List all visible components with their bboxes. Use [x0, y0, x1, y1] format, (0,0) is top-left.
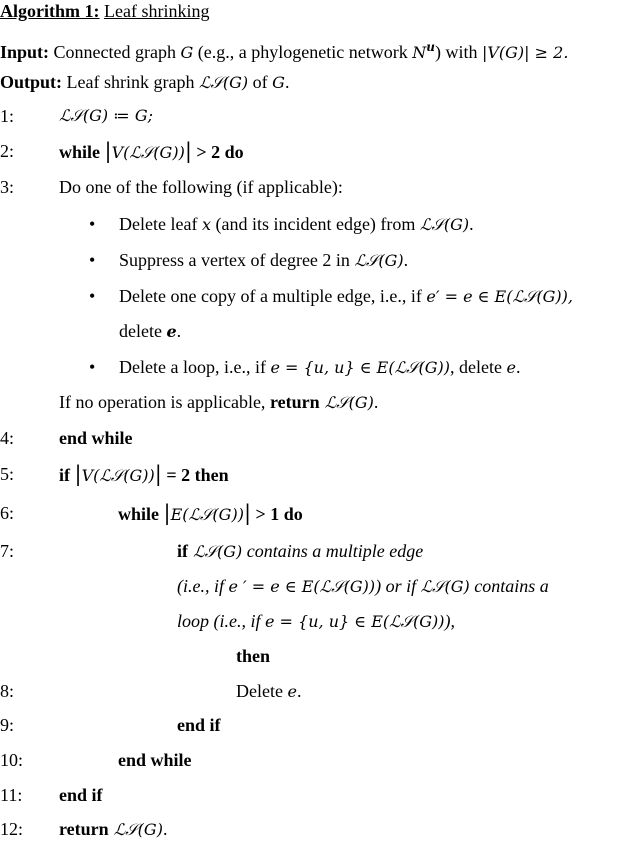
bullet-text: .	[515, 357, 521, 377]
bullet-text: Delete leaf	[119, 214, 202, 234]
line-text: contains a	[469, 576, 549, 596]
line-number: 1:	[0, 106, 15, 126]
line-number: 4:	[0, 428, 15, 448]
bullet-icon: •	[89, 214, 96, 234]
keyword-end-while: end while	[59, 428, 133, 448]
math-expr: |V(G)| ≥ 2.	[481, 43, 569, 62]
line-text: Delete	[236, 681, 288, 701]
algorithm-title: Leaf shrinking	[103, 1, 210, 21]
math-bar: |	[163, 501, 171, 525]
output-text: Leaf shrink graph	[66, 72, 199, 92]
math-expr: ℒ𝒮(G)	[419, 215, 470, 234]
math-expr: ℒ𝒮(G)	[108, 820, 163, 839]
math-expr: ℒ𝒮(G)	[354, 251, 404, 270]
keyword-do: > 1 do	[251, 504, 303, 524]
output-label: Output:	[0, 72, 63, 92]
input-line	[0, 36, 568, 64]
keyword-while: while	[59, 142, 101, 162]
output-text: of	[248, 72, 273, 92]
math-expr: ℒ𝒮(G) ≔ G;	[59, 106, 154, 125]
line-text: .	[296, 681, 302, 701]
line-text: ) or if	[375, 576, 421, 596]
line-number: 8:	[0, 681, 15, 701]
math-expr: V(ℒ𝒮(G))	[81, 466, 155, 485]
bullet-text: Delete one copy of a multiple edge, i.e., if	[119, 286, 427, 306]
math-expr: V(ℒ𝒮(G))	[111, 143, 185, 162]
math-expr: ℒ𝒮(G)	[188, 542, 243, 561]
output-text: .	[284, 72, 290, 92]
keyword-while: while	[118, 504, 160, 524]
line-number: 5:	[0, 464, 15, 484]
line-number: 11:	[0, 785, 23, 805]
line-text: .	[162, 819, 168, 839]
input-label: Input:	[0, 42, 50, 62]
bullet-text: delete	[119, 321, 167, 341]
math-bar: |	[243, 501, 252, 525]
math-expr: e = {u, u} ∈ E(ℒ𝒮(G))	[265, 612, 445, 631]
line-number: 10:	[0, 750, 24, 770]
bullet-icon: •	[89, 357, 96, 377]
keyword-return: return	[59, 819, 109, 839]
keyword-end-if: end if	[177, 715, 221, 735]
keyword-end-if: end if	[59, 785, 103, 805]
math-expr: e = {u, u} ∈ E(ℒ𝒮(G))	[270, 358, 450, 377]
bullet-text: , delete	[450, 357, 507, 377]
math-bar: |	[154, 462, 162, 486]
line-number: 6:	[0, 503, 15, 523]
bullet-text: .	[469, 214, 474, 234]
math-var: G	[180, 43, 194, 62]
math-bar: |	[184, 139, 192, 163]
math-var: G	[272, 73, 285, 92]
math-expr: ℒ𝒮(G)	[420, 577, 470, 596]
line-text: (i.e., if	[177, 576, 229, 596]
line-number: 12:	[0, 819, 24, 839]
input-text: ) with	[434, 42, 482, 62]
line-number: 7:	[0, 541, 15, 561]
line-text: contains a multiple edge	[242, 541, 424, 561]
line-text: ),	[444, 611, 456, 631]
line-text: .	[373, 392, 379, 412]
line-number: 3:	[0, 177, 15, 197]
algorithm-label: Algorithm 1:	[0, 1, 100, 21]
keyword-if: if	[177, 541, 188, 561]
math-expr: e ′ = e ∈ E(ℒ𝒮(G))	[228, 577, 376, 596]
math-var: e	[287, 682, 297, 701]
math-expr: ℒ𝒮(G)	[319, 393, 374, 412]
bullet-icon: •	[89, 286, 96, 306]
keyword-do: > 2 do	[191, 142, 244, 162]
line-text: If no operation is applicable,	[59, 392, 270, 412]
bullet-text: (and its incident edge) from	[210, 214, 420, 234]
line-text: Do one of the following (if applicable):	[59, 177, 343, 197]
math-var: e	[506, 358, 516, 377]
math-bar: |	[74, 462, 82, 486]
bullet-text: Suppress a vertex of degree 2 in	[119, 250, 355, 270]
keyword-then: then	[236, 646, 271, 666]
keyword-return: return	[269, 392, 320, 412]
keyword-end-while: end while	[118, 750, 192, 770]
input-text: Connected graph	[53, 42, 181, 62]
math-sup: u	[426, 40, 435, 54]
math-bar: |	[104, 139, 112, 163]
math-expr: ℒ𝒮(G)	[198, 73, 249, 92]
bullet-text: .	[403, 250, 409, 270]
line-text: loop (i.e., if	[177, 611, 265, 631]
math-var: x	[201, 215, 211, 234]
algorithm-heading	[0, 0, 209, 22]
bullet-icon: •	[89, 250, 96, 270]
bullet-text: .	[176, 321, 182, 341]
math-var: e	[166, 322, 177, 341]
line-number: 2:	[0, 141, 15, 161]
keyword-then: = 2 then	[161, 465, 229, 485]
math-expr: e′ = e ∈ E(ℒ𝒮(G)),	[426, 287, 573, 306]
bullet-text: Delete a loop, i.e., if	[119, 357, 271, 377]
line-number: 9:	[0, 715, 15, 735]
output-line	[0, 71, 289, 94]
input-text: (e.g., a phylogenetic network	[193, 42, 413, 62]
keyword-if: if	[59, 465, 70, 485]
math-var: N	[412, 43, 427, 62]
math-expr: E(ℒ𝒮(G))	[170, 505, 244, 524]
